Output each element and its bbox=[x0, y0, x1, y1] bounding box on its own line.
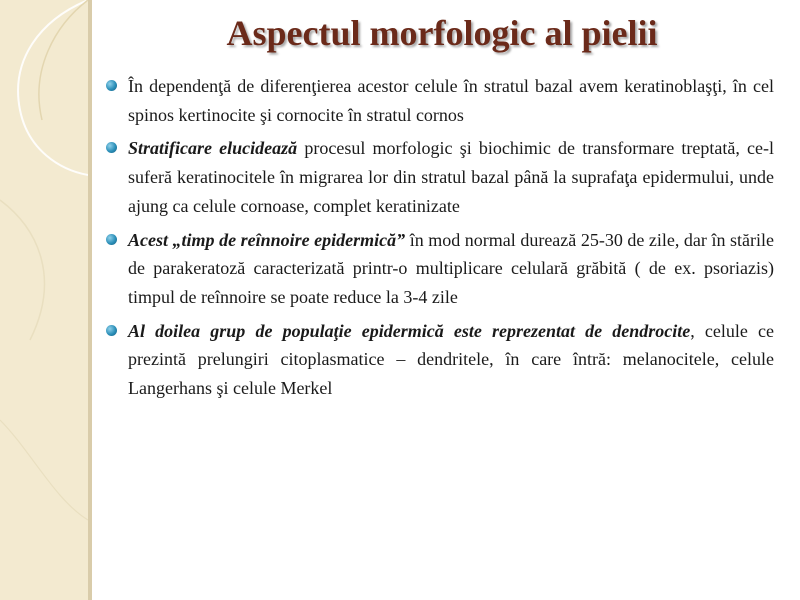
slide-title: Aspectul morfologic al pielii bbox=[226, 13, 658, 53]
bullet-list bbox=[104, 72, 774, 408]
bullet-dot-icon bbox=[106, 142, 117, 153]
bullet-text: În dependenţă de diferenţierea acestor celule în stratul bazal avem keratinoblaşţi, în cel spinos kertinocite şi cornocite în stratul cornos bbox=[128, 76, 774, 125]
bullet-text: procesul morfologic şi biochimic de transformare treptată, ce-l suferă keratinocitele în migrarea lor din stratul bazal până la suprafaţa epidermului, unde ajung ca celule cornoase, complet keratinizate bbox=[128, 138, 774, 216]
decorative-curves bbox=[0, 0, 88, 600]
bullet-item bbox=[104, 134, 774, 220]
bullet-text: , celule ce prezintă prelungiri citoplasmatice – dendritele, în care întră: melanocitele, celule Langerhans şi celule Merkel bbox=[128, 320, 775, 399]
bullet-text: în mod normal durează 25-30 de zile, dar în stările de parakeratoză caracterizată printr-o multiplicare celulară grăbită ( de ex. psoriazis) timpul de reînnoire se poate reduce la 3-4 zile bbox=[128, 229, 774, 307]
bullet-dot-icon bbox=[106, 80, 117, 91]
bullet-dot-icon bbox=[106, 234, 117, 245]
bullet-item bbox=[104, 226, 774, 312]
bullet-item bbox=[104, 72, 774, 129]
band-edge-divider bbox=[88, 0, 92, 600]
bullet-emphasis: Stratificare elucidează bbox=[128, 138, 298, 159]
bullet-emphasis: Al doilea grup de populaţie epidermică este reprezentat de dendrocite bbox=[128, 320, 691, 341]
bullet-dot-icon bbox=[106, 325, 117, 336]
bullet-item bbox=[104, 317, 774, 403]
bullet-emphasis: Acest „timp de reînnoire epidermică” bbox=[128, 229, 406, 250]
decorative-side-band bbox=[0, 0, 88, 600]
